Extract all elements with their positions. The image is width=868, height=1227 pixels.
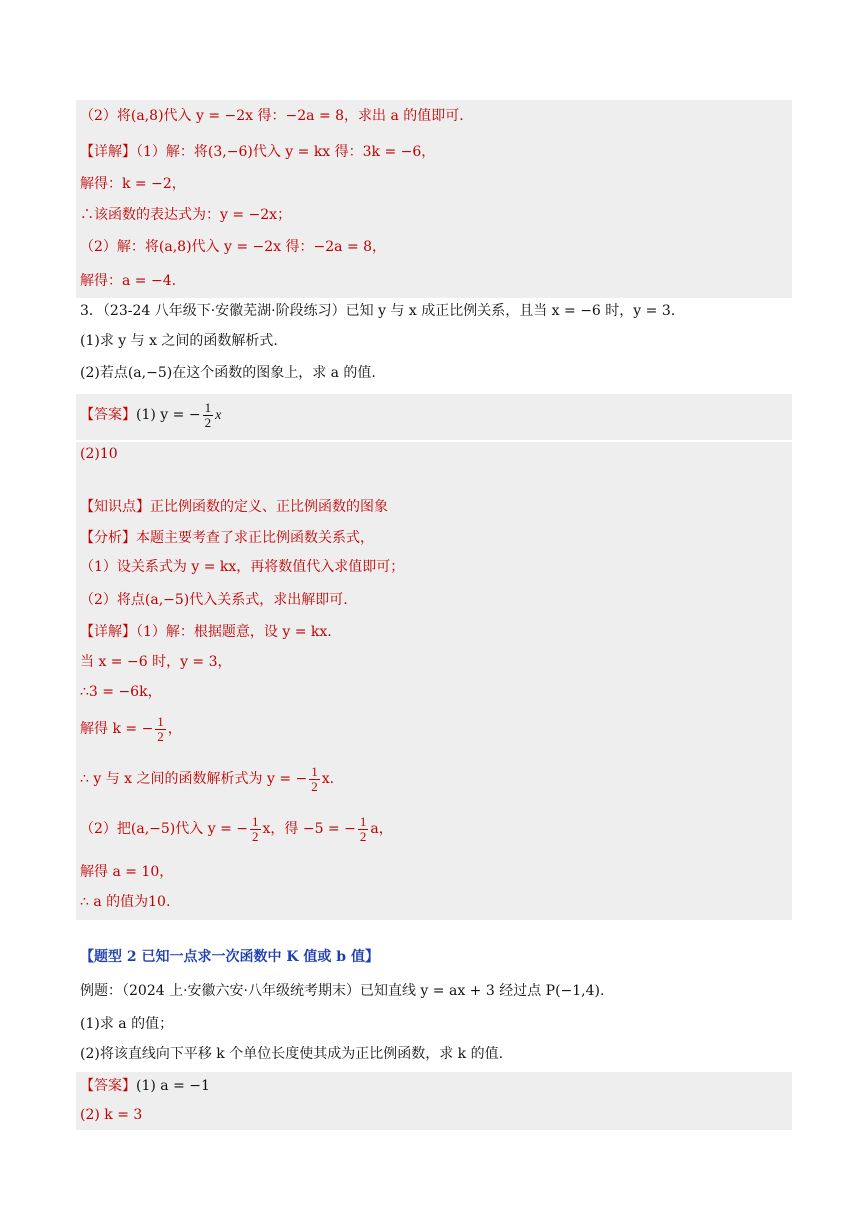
fraction-half (155, 715, 166, 744)
function-expression-suffix: x. (321, 771, 335, 787)
answer-1-prefix: (1) y = − (136, 407, 201, 423)
detail-result-a-q3: 解得 a = 10， (80, 864, 174, 880)
fraction-numerator: 1 (359, 813, 367, 829)
fraction-numerator: 1 (157, 713, 164, 729)
answer-tag: 【答案】 (80, 407, 136, 423)
answer-line-2: (2)10 (80, 446, 118, 462)
section-title-type-2: 【题型 2 已知一点求一次函数中 K 值或 b 值】 (80, 949, 379, 965)
analysis-step-2: （2）将(a,8)代入 y = −2x 得：−2a = 8，求出 a 的值即可. (80, 108, 464, 124)
fraction-numerator: 1 (204, 399, 212, 415)
example-part-1: (1)求 a 的值； (80, 1016, 174, 1032)
detail-step-1: 【详解】（1）解：将(3,−6)代入 y = kx 得：3k = −6， (80, 144, 436, 160)
answer-1-fraction (203, 401, 214, 430)
example-part-2: (2)将该直线向下平移 k 个单位长度使其成为正比例函数，求 k 的值. (80, 1046, 504, 1062)
solution-box-q2 (76, 100, 792, 298)
detail-step-2-q3 (80, 812, 792, 846)
solve-k-suffix: ， (167, 721, 182, 737)
type2-answer-1: (1) a = −1 (136, 1078, 210, 1094)
detail-condition: 当 x = −6 时，y = 3， (80, 654, 232, 670)
step-2-part-a: （2）把(a,−5)代入 y = − (80, 821, 248, 837)
analysis-step-1: （1）设关系式为 y = kx，再将数值代入求值即可； (80, 559, 405, 575)
fraction-half (250, 815, 261, 844)
question-3-part-2: (2)若点(a,−5)在这个函数的图象上，求 a 的值. (80, 365, 376, 381)
detail-expression: ∴该函数的表达式为：y = −2x； (80, 207, 292, 223)
fraction-denominator: 2 (359, 828, 367, 844)
detail-result-k: 解得：k = −2， (80, 176, 186, 192)
answer-tag: 【答案】 (80, 1078, 136, 1094)
detail-function-expression (80, 762, 792, 796)
solve-k-prefix: 解得 k = − (80, 721, 154, 737)
question-3-part-1: (1)求 y 与 x 之间的函数解析式. (80, 333, 278, 349)
type2-answer-line-2: (2) k = 3 (80, 1107, 143, 1123)
answer-line-1 (80, 400, 792, 431)
detail-solve-k (80, 712, 792, 746)
fraction-denominator: 2 (311, 778, 318, 794)
fraction-numerator: 1 (311, 763, 318, 779)
question-3-stem: 3．（23-24 八年级下·安徽芜湖·阶段练习）已知 y 与 x 成正比例关系，且当 x = −6 时，y = 3. (80, 303, 676, 319)
detail-conclusion: ∴ a 的值为10. (80, 894, 171, 910)
fraction-denominator: 2 (204, 414, 212, 430)
example-stem: 例题：（2024 上·安徽六安·八年级统考期末）已知直线 y = ax + 3 经过点 P(−1,4). (80, 983, 605, 999)
fraction-numerator: 1 (252, 813, 259, 829)
function-expression-prefix: ∴ y 与 x 之间的函数解析式为 y = − (80, 771, 308, 787)
detail-step-2: （2）解：将(a,8)代入 y = −2x 得：−2a = 8， (80, 239, 387, 255)
detail-step-1-q3: 【详解】（1）解：根据题意，设 y = kx. (80, 624, 332, 640)
analysis-step-2-q3: （2）将点(a,−5)代入关系式，求出解即可. (80, 592, 348, 608)
fraction-denominator: 2 (157, 728, 164, 744)
detail-equation: ∴3 = −6k， (80, 684, 162, 700)
analysis-intro: 【分析】本题主要考查了求正比例函数关系式， (80, 530, 374, 546)
step-2-part-b: x，得 −5 = − (262, 821, 356, 837)
step-2-part-c: a， (370, 821, 393, 837)
fraction-half (309, 765, 320, 794)
type2-answer-line-1 (80, 1075, 792, 1097)
fraction-half (358, 815, 369, 844)
detail-result-a: 解得：a = −4. (80, 273, 177, 289)
knowledge-point: 【知识点】正比例函数的定义、正比例函数的图象 (80, 499, 388, 515)
fraction-denominator: 2 (252, 828, 259, 844)
answer-1-suffix: x (215, 408, 222, 423)
